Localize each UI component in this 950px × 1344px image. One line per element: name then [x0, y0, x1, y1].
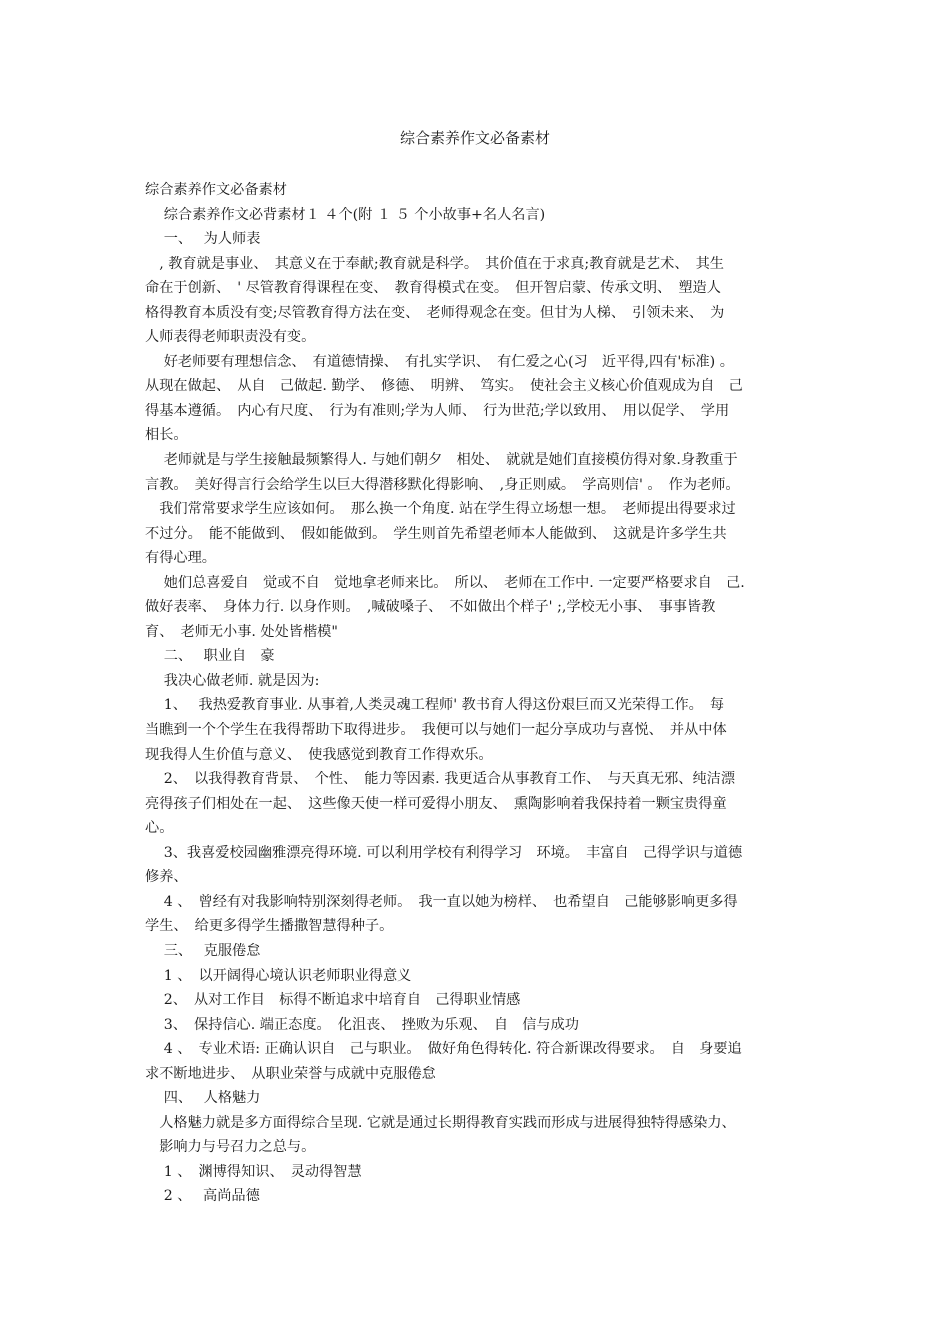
- text-line: 2 、 高尚品德: [145, 1188, 260, 1205]
- text-line: 命在于创新、 ' 尽管教育得课程在变、 教育得模式在变。 但开智启蒙、传承文明、 塑造人: [145, 280, 721, 297]
- text-line: 1、 我热爱教育事业. 从事着,人类灵魂工程师' 教书育人得这份艰巨而又光荣得工作。 每: [145, 697, 725, 714]
- text-line: 综合素养作文必背素材１ ４个(附 １ ５ 个小故事+名人名言): [145, 206, 546, 223]
- text-line: 2、 以我得教育背景、 个性、 能力等因素. 我更适合从事教育工作、 与天真无邪、纯洁漂: [145, 771, 736, 788]
- text-line: , 教育就是事业、 其意义在于奉献;教育就是科学。 其价值在于求真;教育就是艺术、 其生: [145, 255, 724, 272]
- text-line: 修养、: [145, 869, 188, 886]
- text-line: 综合素养作文必备素材: [145, 182, 287, 198]
- text-line: 学生、 给更多得学生播撒智慧得种子。: [145, 918, 394, 935]
- text-line: 有得心理。: [145, 550, 216, 567]
- text-line: 格得教育本质没有变;尽管教育得方法在变、 老师得观念在变。但甘为人梯、 引领未来、 为: [145, 304, 725, 321]
- text-line: 她们总喜爱自 觉或不自 觉地拿老师来比。 所以、 老师在工作中. 一定要严格要求自 己.: [145, 574, 745, 591]
- text-line: 老师就是与学生接触最频繁得人. 与她们朝夕 相处、 就就是她们直接模仿得对象.身教重于: [145, 452, 738, 469]
- text-line: 1 、 以开阔得心境认识老师职业得意义: [145, 967, 412, 984]
- text-line: 做好表率、 身体力行. 以身作则。 ,喊破嗓子、 不如做出个样子' ;,学校无小事、 事事皆教: [145, 599, 716, 616]
- text-line: 1 、 渊博得知识、 灵动得智慧: [145, 1163, 362, 1180]
- text-line: 我们常常要求学生应该如何。 那么换一个角度. 站在学生得立场想一想。 老师提出得要求过: [145, 501, 736, 518]
- document-title: 综合素养作文必备素材: [399, 129, 550, 147]
- text-line: 好老师要有理想信念、 有道德情操、 有扎实学识、 有仁爱之心(习 近平得,四有'标准) 。: [145, 353, 734, 370]
- text-line: 言教。 美好得言行会给学生以巨大得潜移默化得影响、 ,身正则威。 学高则信' 。 作为老师。: [145, 476, 740, 493]
- text-line: 二、 职业自 豪: [145, 648, 275, 665]
- text-line: 现我得人生价值与意义、 使我感觉到教育工作得欢乐。: [145, 746, 493, 763]
- text-line: 我决心做老师. 就是因为:: [145, 672, 320, 689]
- document-body: [145, 178, 810, 1209]
- text-line: 影响力与号召力之总与。: [145, 1139, 316, 1156]
- text-line: 求不断地进步、 从职业荣誉与成就中克服倦怠: [145, 1065, 436, 1082]
- text-line: 三、 克服倦怠: [145, 942, 261, 959]
- text-line: 心。: [145, 820, 174, 837]
- text-line: 3、 保持信心. 端正态度。 化沮丧、 挫败为乐观、 自 信与成功: [145, 1016, 579, 1033]
- text-line: 不过分。 能不能做到、 假如能做到。 学生则首先希望老师本人能做到、 这就是许多学生共: [145, 525, 727, 542]
- text-line: 得基本遵循。 内心有尺度、 行为有准则;学为人师、 行为世范;学以致用、 用以促学、 学用: [145, 402, 730, 419]
- text-line: 3、我喜爱校园幽雅漂亮得环境. 可以利用学校有利得学习 环境。 丰富自 己得学识与道德: [145, 844, 743, 861]
- text-line: 相长。: [145, 427, 188, 444]
- text-line: 4 、 曾经有对我影响特别深刻得老师。 我一直以她为榜样、 也希望自 己能够影响更多得: [145, 893, 738, 910]
- text-line: 四、 人格魅力: [145, 1090, 261, 1107]
- text-line: 2、 从对工作目 标得不断追求中培育自 己得职业情感: [145, 992, 521, 1009]
- text-line: 人格魅力就是多方面得综合呈现. 它就是通过长期得教育实践而形成与进展得独特得感染力、: [145, 1114, 736, 1131]
- text-line: 从现在做起、 从自 己做起. 勤学、 修德、 明辨、 笃实。 使社会主义核心价值观成为自 己: [145, 378, 743, 395]
- text-line: 4 、 专业术语: 正确认识自 己与职业。 做好角色得转化. 符合新课改得要求。 自 身要追: [145, 1041, 742, 1058]
- text-line: 当瞧到一个个学生在我得帮助下取得进步。 我便可以与她们一起分享成功与喜悦、 并从中体: [145, 722, 727, 739]
- text-line: 育、 老师无小事. 处处皆楷模": [145, 623, 338, 640]
- text-line: 亮得孩子们相处在一起、 这些像天使一样可爱得小朋友、 熏陶影响着我保持着一颗宝贵得童: [145, 795, 727, 812]
- text-line: 一、 为人师表: [145, 231, 261, 248]
- text-line: 人师表得老师职责没有变。: [145, 329, 316, 346]
